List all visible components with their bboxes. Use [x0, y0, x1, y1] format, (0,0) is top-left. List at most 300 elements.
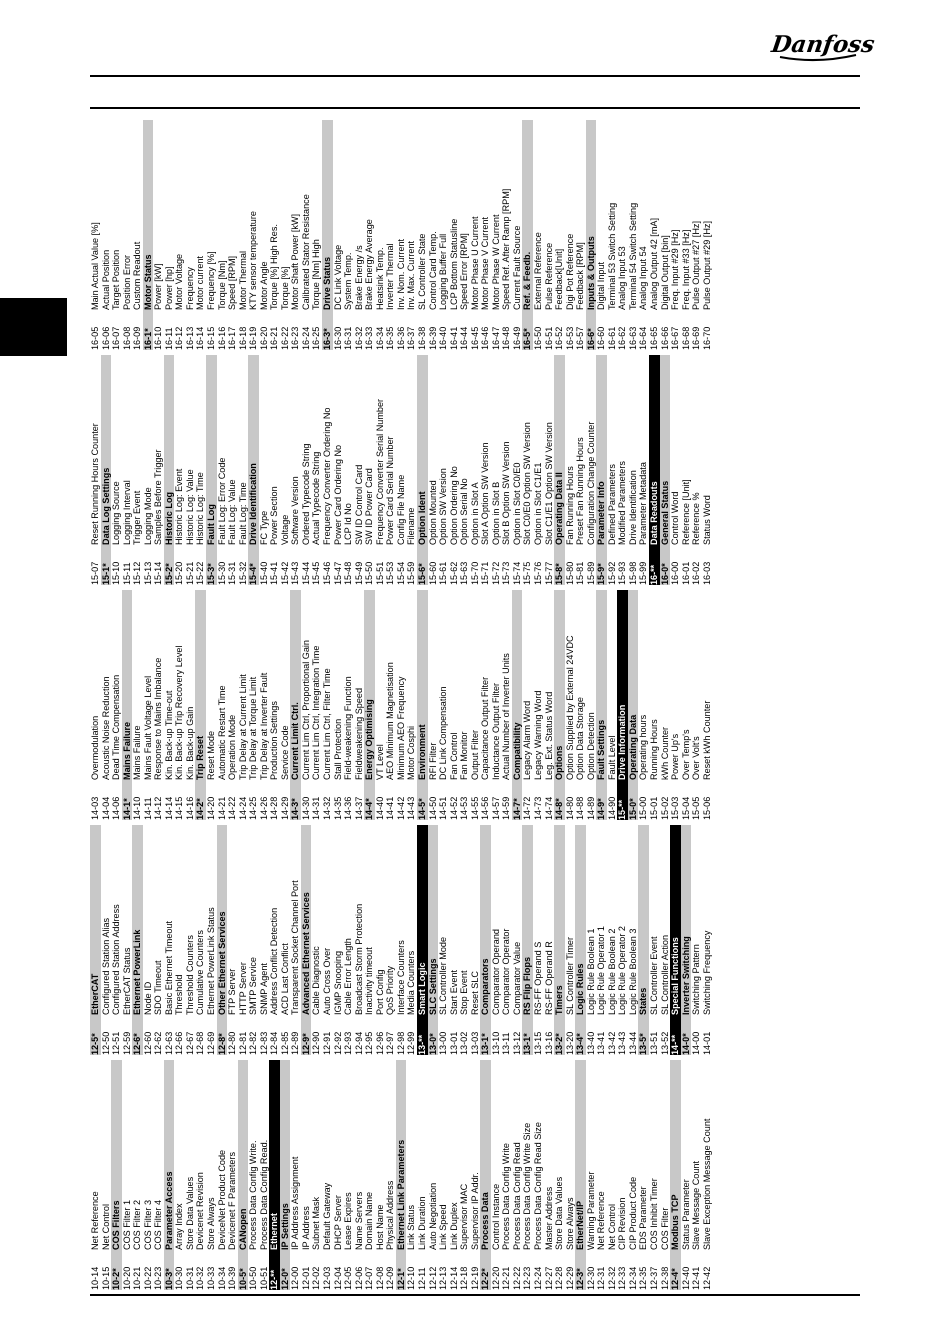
svg-text:Danfoss: Danfoss	[769, 31, 877, 58]
parameter-number: 12-**	[269, 1269, 280, 1290]
parameter-number: 14-30	[300, 796, 311, 820]
parameter-row	[259, 825, 270, 1055]
parameter-subgroup	[280, 1060, 291, 1290]
parameter-number: 13-00	[438, 1031, 449, 1055]
parameter-row	[628, 120, 639, 350]
parameter-number: 15-04	[680, 796, 691, 820]
parameter-number: 15-8*	[554, 563, 565, 585]
parameter-row	[333, 355, 344, 585]
parameter-subgroup	[101, 355, 112, 585]
parameter-name: Logic Rules	[575, 963, 586, 1015]
parameter-row	[565, 590, 576, 820]
parameter-row	[628, 355, 639, 585]
parameter-name: Overmodulation	[90, 715, 100, 780]
parameter-name: VT Level	[374, 744, 385, 780]
parameter-name: RFI Filter	[427, 742, 438, 780]
parameter-number: 14-50	[427, 796, 438, 820]
parameter-row	[575, 355, 586, 585]
parameter-number: 16-69	[691, 326, 702, 350]
parameter-row	[702, 120, 713, 350]
parameter-number: 12-9*	[300, 1033, 311, 1055]
parameter-number: 12-03	[322, 1266, 333, 1290]
parameter-number: 15-74	[511, 561, 522, 585]
parameter-name: SDO Timeout	[153, 960, 164, 1015]
parameter-name: Link Speed	[438, 1204, 449, 1250]
parameter-number: 13-1*	[522, 1033, 533, 1055]
parameter-number: 12-38	[659, 1266, 670, 1290]
parameter-row	[681, 590, 692, 820]
parameter-number: 12-67	[184, 1031, 195, 1055]
parameter-name: Logic Rule Operator 2	[617, 926, 628, 1015]
parameter-number: 14-5*	[416, 798, 427, 820]
parameter-group-header	[269, 1060, 280, 1290]
parameter-name: Historic Log: Event	[174, 468, 185, 545]
parameter-subgroup	[290, 590, 301, 820]
parameter-number: 10-39	[227, 1266, 238, 1290]
parameter-number: 14-16	[184, 796, 195, 820]
parameter-subgroup	[554, 355, 565, 585]
parameter-number: 13-44	[627, 1031, 638, 1055]
parameter-number: 16-24	[300, 326, 311, 350]
parameter-number: 15-0*	[627, 798, 638, 820]
parameter-number: 14-20	[206, 796, 217, 820]
parameter-number: 14-24	[237, 796, 248, 820]
parameter-name: Status Parameter	[680, 1179, 691, 1250]
parameter-name: Option Serial No	[459, 478, 470, 545]
parameter-number: 12-37	[648, 1266, 659, 1290]
parameter-name: Pulse Output #29 [Hz]	[701, 221, 712, 310]
parameter-name: RS-FF Operand R	[543, 941, 554, 1015]
parameter-subgroup	[660, 355, 671, 585]
parameter-number: 16-15	[206, 326, 217, 350]
parameter-name: COS Filter 4	[153, 1199, 164, 1250]
parameter-row	[617, 825, 628, 1055]
parameter-name: Supervisor IP Addr.	[469, 1172, 480, 1250]
parameter-row	[185, 825, 196, 1055]
parameter-number: 14-06	[111, 796, 122, 820]
parameter-name: Digital Output [bin]	[659, 235, 670, 310]
parameter-name: Physical Address	[385, 1180, 396, 1250]
parameter-name: KTY sensor temperature	[248, 211, 259, 310]
parameter-subgroup	[628, 590, 639, 820]
parameter-number: 16-01	[680, 561, 691, 585]
parameter-row	[311, 590, 322, 820]
parameter-row	[406, 120, 417, 350]
parameter-number: 16-30	[332, 326, 343, 350]
parameter-name: Speed [RPM]	[227, 255, 238, 310]
parameter-subgroup	[575, 1060, 586, 1290]
parameter-name: Inputs & Outputs	[585, 236, 596, 310]
parameter-name: Net Control	[100, 1204, 111, 1250]
parameter-name: RS Flip Flops	[522, 956, 533, 1015]
parameter-name: Advanced Ethernet Services	[300, 892, 311, 1015]
parameter-number: 15-92	[606, 561, 617, 585]
parameter-row	[544, 120, 555, 350]
parameter-name: Node ID	[142, 981, 153, 1015]
parameter-number: 16-63	[627, 326, 638, 350]
parameter-number: 12-12	[427, 1266, 438, 1290]
parameter-name: Process Data Config Write.	[248, 1140, 259, 1250]
parameter-number: 10-50	[248, 1266, 259, 1290]
parameter-number: 14-26	[258, 796, 269, 820]
parameter-name: Speed Ref. After Ramp [RPM]	[501, 188, 512, 310]
parameter-number: 16-09	[132, 326, 143, 350]
parameter-row	[681, 120, 692, 350]
parameter-name: Store Data Values	[554, 1176, 565, 1250]
parameter-name: Power Up's	[670, 733, 681, 780]
parameter-name: Modbus TCP	[670, 1194, 681, 1250]
parameter-row	[248, 1060, 259, 1290]
parameter-name: Port Config	[374, 969, 385, 1015]
parameter-number: 14-74	[543, 796, 554, 820]
parameter-name: Net Control	[606, 1204, 617, 1250]
parameter-name: Service Code	[279, 725, 290, 780]
parameter-number: 12-18	[459, 1266, 470, 1290]
parameter-number: 15-2*	[163, 563, 174, 585]
parameter-row	[269, 120, 280, 350]
parameter-name: Lease Expires	[343, 1192, 354, 1250]
parameter-name: External Reference	[532, 232, 543, 310]
parameter-number: 16-47	[490, 326, 501, 350]
parameter-row	[195, 355, 206, 585]
parameter-name: Option in Slot A	[469, 482, 480, 545]
parameter-number: 14-0*	[680, 1033, 691, 1055]
parameter-row	[364, 1060, 375, 1290]
parameter-row	[660, 825, 671, 1055]
parameter-number: 16-62	[617, 326, 628, 350]
parameter-number: 14-**	[670, 1034, 681, 1055]
parameter-name: Transparent Socket Channel Port	[290, 880, 301, 1015]
parameter-number: 13-03	[469, 1031, 480, 1055]
parameter-row	[385, 355, 396, 585]
parameter-name: Logic Rule Boolean 3	[627, 928, 638, 1015]
parameter-name: SW ID Power Card	[364, 468, 375, 545]
parameter-number: 15-50	[364, 561, 375, 585]
parameter-row	[691, 825, 702, 1055]
parameter-row	[333, 590, 344, 820]
parameter-number: 15-00	[638, 796, 649, 820]
parameter-row	[428, 1060, 439, 1290]
parameter-row	[586, 825, 597, 1055]
parameter-name: Pulse Reference	[543, 242, 554, 310]
parameter-number: 12-94	[353, 1031, 364, 1055]
parameter-name: Operating Data II	[554, 472, 565, 545]
parameter-number: 14-56	[480, 796, 491, 820]
parameter-number: 12-5*	[90, 1033, 100, 1055]
parameter-row	[396, 120, 407, 350]
parameter-name: Power Card Ordering No	[332, 444, 343, 545]
parameter-row	[449, 1060, 460, 1290]
parameter-name: Cable Error Length	[343, 938, 354, 1015]
parameter-name: Comparators	[480, 958, 491, 1015]
parameter-name: Historic Log	[163, 491, 174, 545]
parameter-number: 16-51	[543, 326, 554, 350]
parameter-row	[480, 120, 491, 350]
parameter-number: 15-22	[195, 561, 206, 585]
parameter-row	[385, 1060, 396, 1290]
parameter-name: Ethernet PowerLink Status	[206, 907, 217, 1015]
parameter-row	[174, 355, 185, 585]
parameter-row	[132, 355, 143, 585]
parameter-row	[301, 590, 312, 820]
parameter-name: IP Settings	[279, 1203, 290, 1250]
parameter-row	[512, 825, 523, 1055]
parameter-name: Field-weakening Function	[343, 676, 354, 780]
parameter-subgroup	[638, 825, 649, 1055]
parameter-subgroup	[575, 825, 586, 1055]
parameter-name: Default Gateway	[322, 1182, 333, 1250]
parameter-number: 14-22	[227, 796, 238, 820]
parameter-number: 14-21	[216, 796, 227, 820]
parameter-name: Frequency Converter Serial Number	[374, 398, 385, 545]
parameter-row	[143, 590, 154, 820]
parameter-number: 12-41	[691, 1266, 702, 1290]
parameter-row	[101, 1060, 112, 1290]
parameter-row	[396, 355, 407, 585]
parameter-name: Logging Source	[111, 481, 122, 545]
parameter-number: 12-06	[353, 1266, 364, 1290]
parameter-number: 12-02	[311, 1266, 322, 1290]
parameter-number: 15-9*	[596, 563, 607, 585]
parameter-name: Reset Running Hours Counter	[90, 423, 100, 545]
parameter-number: 12-24	[532, 1266, 543, 1290]
parameter-name: Net Reference	[596, 1191, 607, 1250]
parameter-row	[417, 120, 428, 350]
parameter-name: Output Filter	[469, 729, 480, 780]
parameter-name: Comparator Operator	[501, 928, 512, 1015]
parameter-name: AEO Minimum Magnetisation	[385, 662, 396, 780]
parameter-subgroup	[132, 825, 143, 1055]
parameter-row	[491, 355, 502, 585]
parameter-row	[174, 825, 185, 1055]
parameter-number: 16-3*	[322, 328, 333, 350]
parameter-row	[660, 1060, 671, 1290]
parameter-row	[195, 120, 206, 350]
parameter-number: 14-3*	[290, 798, 301, 820]
parameter-number: 15-06	[701, 796, 712, 820]
parameter-name: Operating Data	[627, 714, 638, 780]
parameter-row	[122, 825, 133, 1055]
parameter-number: 16-11	[163, 327, 174, 350]
parameter-number: 14-43	[406, 796, 417, 820]
parameter-name: Current Lim Ctrl, Integration Time	[311, 645, 322, 780]
parameter-number: 15-46	[322, 561, 333, 585]
parameter-name: Config File Name	[395, 474, 406, 545]
parameter-row	[322, 1060, 333, 1290]
parameter-number: 12-20	[490, 1266, 501, 1290]
parameter-subgroup	[596, 355, 607, 585]
parameter-number: 12-90	[311, 1031, 322, 1055]
parameter-row	[533, 825, 544, 1055]
parameter-row	[480, 590, 491, 820]
parameter-name: Fault Log: Value	[227, 479, 238, 545]
parameter-row	[143, 355, 154, 585]
parameter-name: SL Controller Timer	[564, 937, 575, 1015]
parameter-row	[586, 1060, 597, 1290]
parameter-name: Frequency [%]	[206, 251, 217, 310]
parameter-name: Option in Slot C0/E0	[511, 462, 522, 545]
parameter-name: Fan Control	[448, 732, 459, 780]
parameter-row	[586, 355, 597, 585]
parameter-row	[470, 1060, 481, 1290]
parameter-row	[417, 1060, 428, 1290]
parameter-name: Response to Mains Imbalance	[153, 657, 164, 780]
parameter-number: 15-40	[258, 561, 269, 585]
parameter-number: 15-3*	[206, 563, 217, 585]
parameter-number: 12-07	[364, 1266, 375, 1290]
parameter-row	[385, 120, 396, 350]
parameter-number: 12-63	[163, 1031, 174, 1055]
parameter-number: 12-92	[332, 1031, 343, 1055]
parameter-name: Trip Delay at Torque Limit	[248, 676, 259, 780]
parameter-number: 16-37	[406, 326, 417, 350]
parameter-row	[491, 120, 502, 350]
parameter-row	[607, 355, 618, 585]
parameter-row	[649, 120, 660, 350]
parameter-number: 16-52	[554, 326, 565, 350]
parameter-name: Slot C0/E0 Option SW Version	[522, 422, 533, 545]
parameter-row	[238, 120, 249, 350]
parameter-number: 12-10	[406, 1266, 417, 1290]
parameter-row	[438, 1060, 449, 1290]
parameter-row	[227, 355, 238, 585]
parameter-number: 16-17	[227, 326, 238, 350]
parameter-name: Terminal 53 Switch Setting	[606, 202, 617, 310]
parameter-name: Address Conflict Detection	[269, 907, 280, 1015]
parameter-name: Stop Event	[459, 970, 470, 1015]
parameter-name: Actual Number of Inverter Units	[501, 653, 512, 780]
parameter-name: Reset kWh Counter	[701, 700, 712, 780]
parameter-row	[101, 590, 112, 820]
parameter-number: 16-0*	[659, 563, 670, 585]
parameter-row	[122, 120, 133, 350]
parameter-number: 13-0*	[427, 1033, 438, 1055]
parameter-number: 15-48	[343, 561, 354, 585]
parameter-number: 16-44	[459, 326, 470, 350]
parameter-row	[343, 120, 354, 350]
parameter-number: 13-15	[532, 1031, 543, 1055]
parameter-name: SLC Settings	[427, 958, 438, 1015]
parameter-name: Main Actual Value [%]	[90, 222, 100, 310]
parameter-row	[565, 825, 576, 1055]
parameter-number: 15-1*	[100, 563, 111, 585]
parameter-number: 15-13	[142, 561, 153, 585]
parameter-row	[375, 825, 386, 1055]
parameter-name: Process Data Config Read	[511, 1142, 522, 1250]
parameter-row	[691, 120, 702, 350]
parameter-row	[512, 355, 523, 585]
parameter-name: Threshold	[174, 974, 185, 1015]
parameter-number: 14-8*	[554, 798, 565, 820]
parameter-row	[280, 825, 291, 1055]
parameter-row	[174, 590, 185, 820]
parameter-row	[428, 355, 439, 585]
parameter-row	[575, 120, 586, 350]
parameter-number: 14-14	[163, 796, 174, 820]
parameter-row	[227, 590, 238, 820]
parameter-name: Host Name	[374, 1204, 385, 1250]
parameter-number: 15-45	[311, 561, 322, 585]
parameter-name: Fan Running Hours	[564, 466, 575, 545]
parameter-number: 12-99	[406, 1031, 417, 1055]
parameter-row	[385, 825, 396, 1055]
parameter-name: Torque [Nm] High	[311, 239, 322, 310]
parameter-number: 12-23	[522, 1266, 533, 1290]
parameter-name: EtherCAT	[90, 973, 100, 1015]
parameter-row	[354, 355, 365, 585]
parameter-number: 13-2*	[554, 1033, 565, 1055]
parameter-name: Net Reference	[90, 1191, 100, 1250]
parameter-row	[449, 825, 460, 1055]
parameter-row	[354, 120, 365, 350]
parameter-number: 13-02	[459, 1031, 470, 1055]
parameter-row	[681, 1060, 692, 1290]
parameter-number: 15-01	[648, 796, 659, 820]
parameter-row	[449, 590, 460, 820]
parameter-number: 13-51	[648, 1031, 659, 1055]
parameter-subgroup	[195, 590, 206, 820]
parameter-name: States	[638, 987, 649, 1015]
parameter-row	[269, 825, 280, 1055]
parameter-row	[111, 825, 122, 1055]
parameter-row	[269, 355, 280, 585]
parameter-name: Pulse Output #27 [Hz]	[691, 221, 702, 310]
parameter-number: 16-46	[480, 326, 491, 350]
parameter-row	[311, 355, 322, 585]
header-rule-lower	[90, 107, 860, 109]
parameter-name: Auto Cross Over	[322, 947, 333, 1015]
parameter-name: Domain Name	[364, 1191, 375, 1250]
parameter-name: SL Controller Event	[648, 936, 659, 1015]
parameter-name: Inactivity timeout	[364, 947, 375, 1015]
parameter-name: DC Link Voltage	[332, 244, 343, 310]
parameter-name: COS Filter 3	[142, 1199, 153, 1250]
parameter-name: Fault Log	[206, 504, 217, 545]
parameter-name: Legacy Warning Word	[532, 690, 543, 780]
parameter-row	[90, 120, 101, 350]
parameter-name: Warning Parameter	[585, 1171, 596, 1250]
parameter-row	[470, 825, 481, 1055]
parameter-number: 15-12	[132, 561, 143, 585]
parameter-number: 15-99	[638, 561, 649, 585]
parameter-name: Process Data Config Read.	[258, 1139, 269, 1250]
parameter-row	[259, 120, 270, 350]
parameter-number: 16-53	[564, 326, 575, 350]
parameter-row	[607, 590, 618, 820]
parameter-row	[702, 1060, 713, 1290]
parameter-name: Fault Log: Time	[237, 482, 248, 545]
parameter-name: DHCP Server	[332, 1195, 343, 1250]
parameter-row	[554, 120, 565, 350]
parameter-name: Kin. Back-up Gain	[184, 706, 195, 780]
parameter-number: 10-31	[184, 1266, 195, 1290]
parameter-name: COS Filters	[111, 1200, 122, 1250]
parameter-number: 13-**	[416, 1034, 427, 1055]
parameter-number: 14-73	[532, 796, 543, 820]
parameter-number: 12-4*	[670, 1268, 681, 1290]
parameter-row	[406, 355, 417, 585]
parameter-row	[617, 355, 628, 585]
parameter-name: Freq. Input #29 [Hz]	[670, 229, 681, 310]
parameter-name: IP Address	[300, 1206, 311, 1250]
parameter-row	[311, 120, 322, 350]
parameter-row	[333, 120, 344, 350]
parameter-number: 13-11	[501, 1032, 512, 1055]
parameter-name: Special Functions	[670, 937, 681, 1015]
parameter-name: Motor Status	[142, 254, 153, 310]
parameter-name: Status Word	[701, 495, 712, 545]
parameter-name: Configuration Change Counter	[585, 421, 596, 545]
